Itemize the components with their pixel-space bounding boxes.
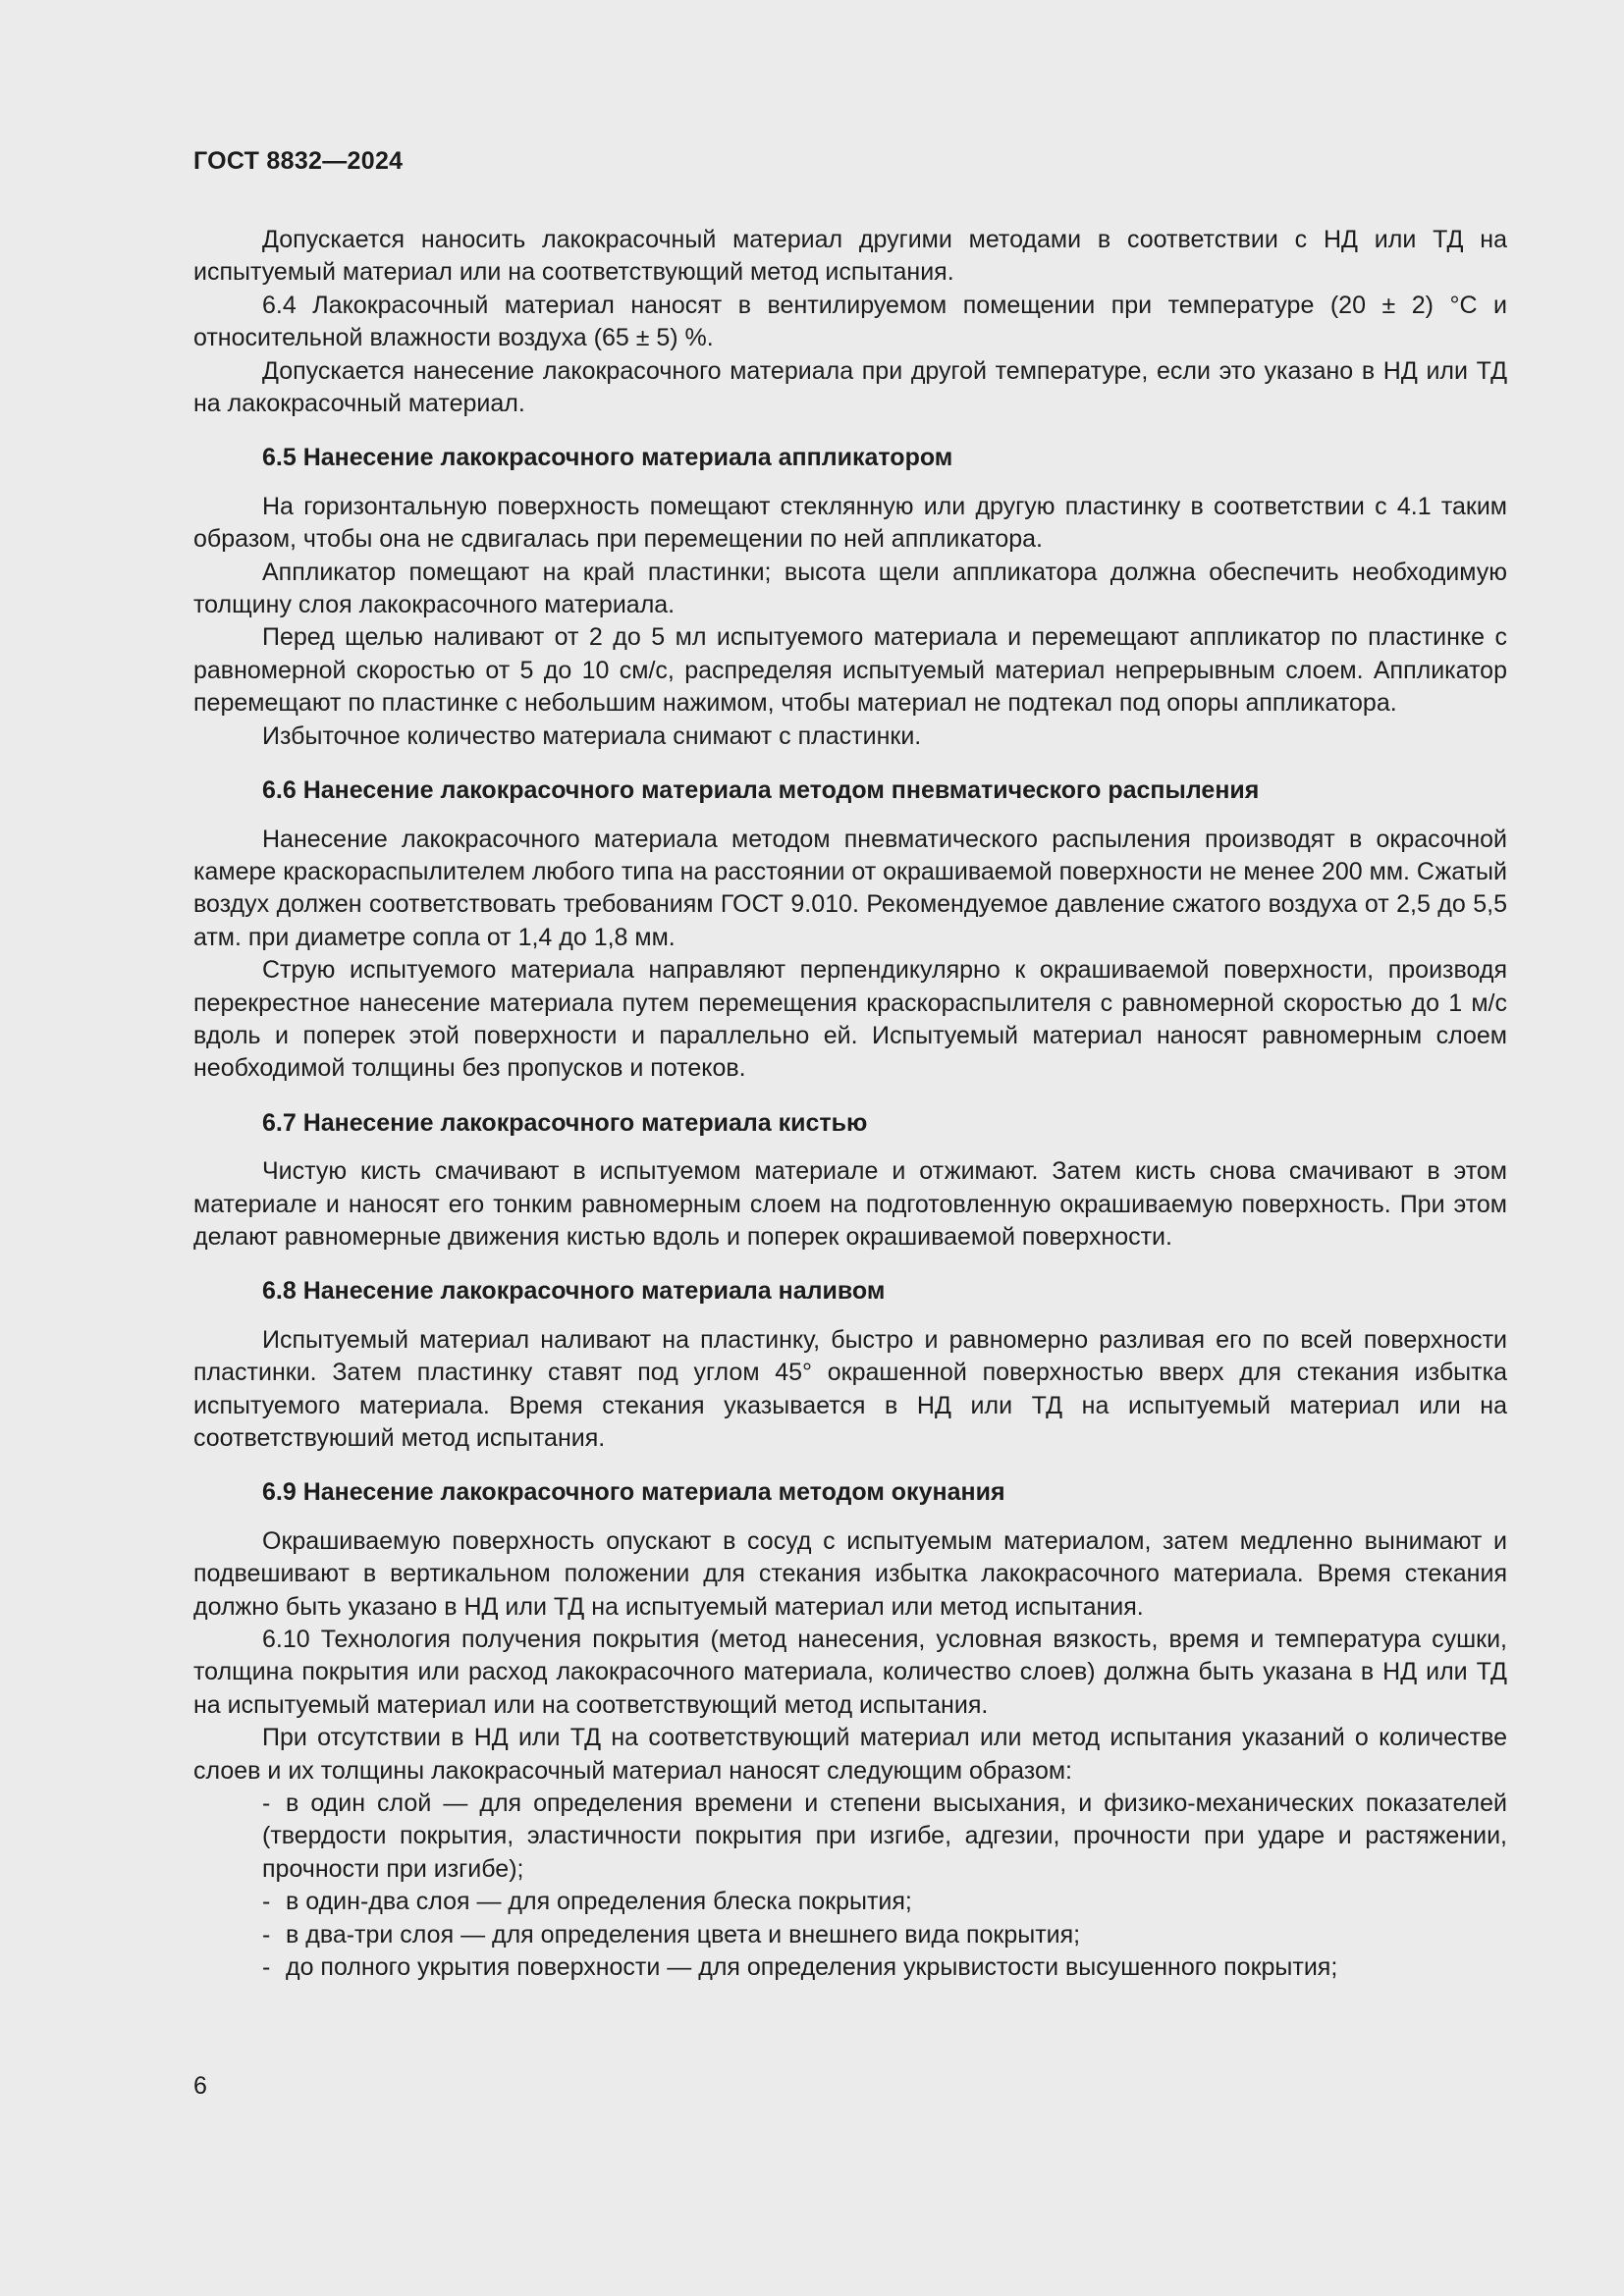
list-item-text: в один слой — для определения времени и степени высыхания, и физико-механических показателей (твердости покрытия, эластичности покрытия при изгибе, адгезии, прочности при ударе и растяжении, прочности при изгибе); <box>262 1789 1507 1883</box>
list-item-text: в два-три слоя — для определения цвета и внешнего вида покрытия; <box>286 1920 1081 1949</box>
paragraph: Чистую кисть смачивают в испытуемом материале и отжимают. Затем кисть снова смачивают в этом материале и наносят его тонким равномерным слоем на подготовленную окрашиваемую поверхность. При этом делают равномерные движения кистью вдоль и поперек окрашиваемой поверхности. <box>193 1157 1507 1251</box>
paragraph: Избыточное количество материала снимают с пластинки. <box>262 721 922 750</box>
paragraph: Нанесение лакокрасочного материала методом пневматического распыления производят в окрасочной камере краскораспылителем любого типа на расстоянии от окрашиваемой поверхности не менее 200 мм. Сжатый воздух должен соответствовать требованиям ГОСТ 9.010. Рекомендуемое давление сжатого воздуха от 2,5 до 5,5 атм. при диаметре сопла от 1,4 до 1,8 мм. <box>193 825 1507 951</box>
section-heading-6-6: 6.6 Нанесение лакокрасочного материала методом пневматического распыления <box>262 776 1260 805</box>
paragraph: Допускается наносить лакокрасочный материал другими методами в соответствии с НД или ТД на испытуемый материал или на соответствующий метод испытания. <box>193 226 1507 287</box>
section-heading-6-7: 6.7 Нанесение лакокрасочного материала кистью <box>262 1108 868 1137</box>
list-item-text: в один-два слоя — для определения блеска покрытия; <box>286 1888 912 1916</box>
list-dash: - <box>262 1789 271 1818</box>
paragraph: Испытуемый материал наливают на пластинку, быстро и равномерно разливая его по всей поверхности пластинки. Затем пластинку ставят под углом 45° окрашенной поверхностью вверх для стекания избытка испытуемого материала. Время стекания указывается в НД или ТД на испытуемый материал или на соответствуюший метод испытания. <box>193 1325 1507 1452</box>
page-number: 6 <box>193 2072 207 2100</box>
paragraph: Перед щелью наливают от 2 до 5 мл испытуемого материала и перемещают аппликатор по пластинке с равномерной скоростью от 5 до 10 см/с, распределяя испытуемый материал непрерывным слоем. Аппликатор перемещают по пластинке с небольшим нажимом, чтобы материал не подтекал под опоры аппликатора. <box>193 623 1507 718</box>
list-item <box>193 1919 1507 1951</box>
document-body <box>193 224 1507 1985</box>
section-heading-6-5: 6.5 Нанесение лакокрасочного материала аппликатором <box>262 444 953 472</box>
paragraph: Окрашиваемую поверхность опускают в сосуд с испытуемым материалом, затем медленно вынимают и подвешивают в вертикальном положении для стекания избытка лакокрасочного материала. Время стекания должно быть указано в НД или ТД на испытуемый материал или метод испытания. <box>193 1526 1507 1621</box>
paragraph: Допускается нанесение лакокрасочного материала при другой температуре, если это указано в НД или ТД на лакокрасочный материал. <box>193 356 1507 418</box>
paragraph: Аппликатор помещают на край пластинки; высота щели аппликатора должна обеспечить необходимую толщину слоя лакокрасочного материала. <box>193 558 1507 619</box>
list-item-text: до полного укрытия поверхности — для определения укрывистости высушенного покрытия; <box>286 1953 1338 1982</box>
list-dash: - <box>262 1888 271 1916</box>
list-item <box>193 1788 1507 1886</box>
section-heading-6-9: 6.9 Нанесение лакокрасочного материала методом окунания <box>262 1478 1005 1507</box>
list-item <box>193 1886 1507 1918</box>
section-heading-6-8: 6.8 Нанесение лакокрасочного материала наливом <box>262 1277 886 1306</box>
list-item <box>193 1951 1507 1984</box>
document-header: ГОСТ 8832—2024 <box>193 147 404 175</box>
list-dash: - <box>262 1920 271 1949</box>
paragraph-6-10: 6.10 Технология получения покрытия (метод нанесения, условная вязкость, время и температура сушки, толщина покрытия или расход лакокрасочного материала, количество слоев) должна быть указана в НД или ТД на испытуемый материал или на соответствующий метод испытания. <box>193 1626 1507 1719</box>
paragraph-6-4: 6.4 Лакокрасочный материал наносят в вентилируемом помещении при температуре (20 ± 2) °С и относительной влажности воздуха (65 ± 5) %. <box>193 291 1507 352</box>
paragraph: На горизонтальную поверхность помещают стеклянную или другую пластинку в соответствии с 4.1 таким образом, чтобы она не сдвигалась при перемещении по ней аппликатора. <box>193 492 1507 554</box>
paragraph: Струю испытуемого материала направляют перпендикулярно к окрашиваемой поверхности, производя перекрестное нанесение материала путем перемещения краскораспылителя с равномерной скоростью до 1 м/с вдоль и поперек этой поверхности и параллельно ей. Испытуемый материал наносят равномерным слоем необходимой толщины без пропусков и потеков. <box>193 956 1507 1083</box>
list-dash: - <box>262 1953 271 1982</box>
paragraph: При отсутствии в НД или ТД на соответствующий материал или метод испытания указаний о количестве слоев и их толщины лакокрасочный материал наносят следующим образом: <box>193 1724 1507 1785</box>
